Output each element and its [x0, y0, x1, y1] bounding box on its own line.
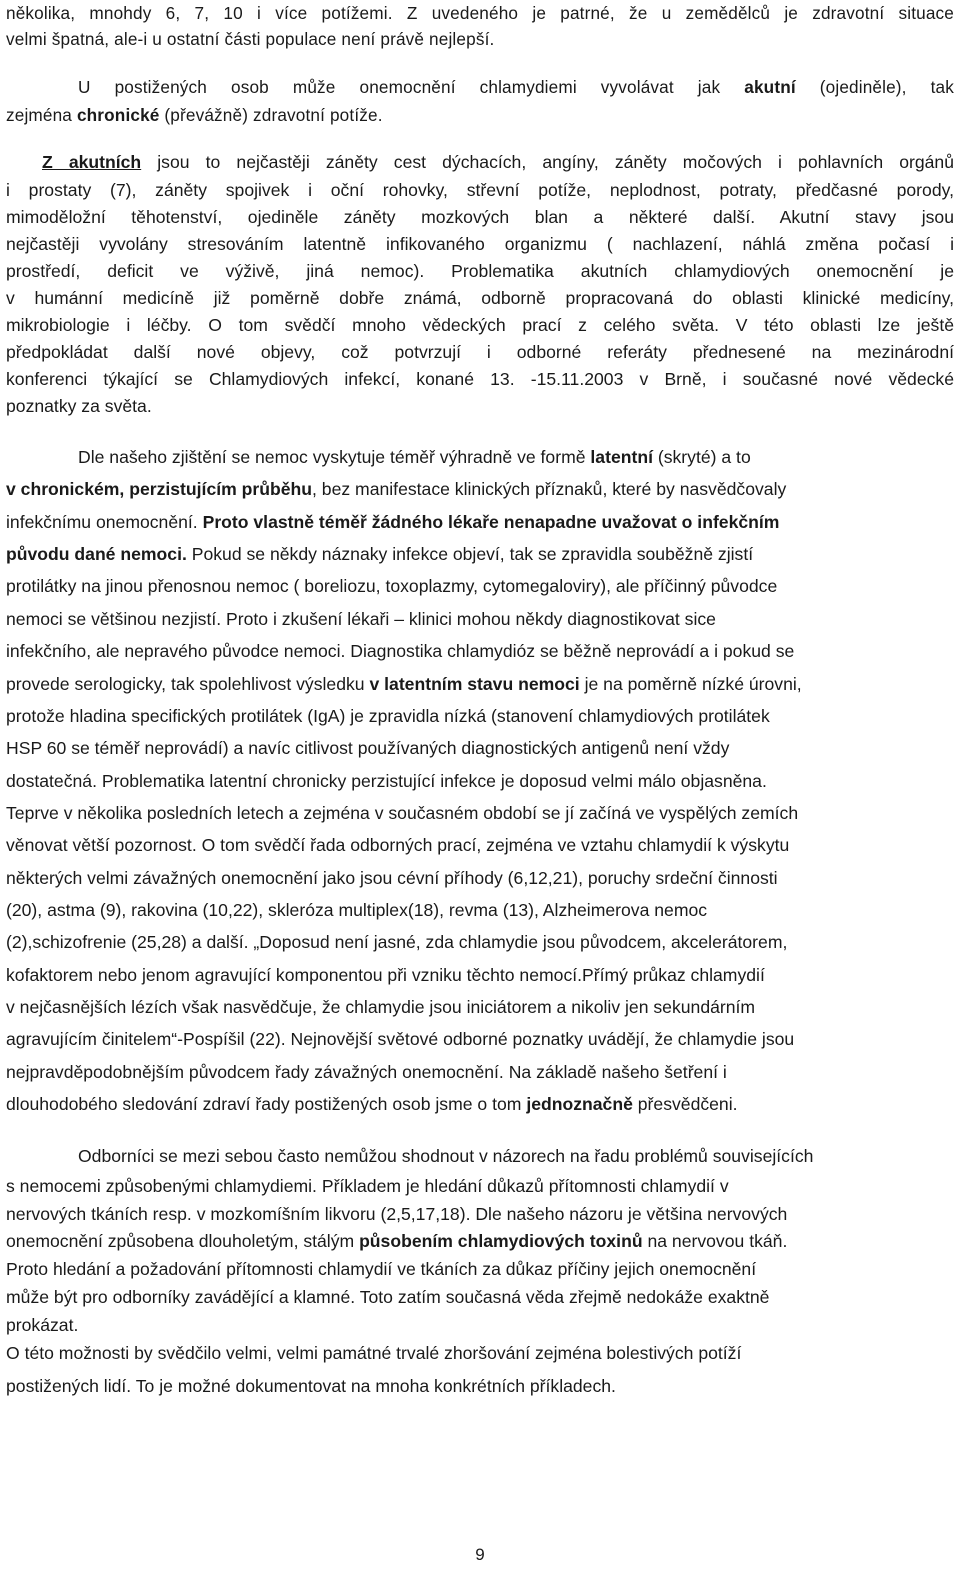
- text-run: věnovat větší pozornost. O tom svědčí řada odborných prací, zejména ve vztahu chlamydií k výskytu: [6, 835, 790, 855]
- text-line: [6, 315, 954, 336]
- text-line: [6, 396, 954, 417]
- bold-text: v latentním stavu nemoci: [369, 674, 580, 694]
- text-run: postižených lidí. To je možné dokumentovat na mnoha konkrétních příkladech.: [6, 1376, 616, 1396]
- text-line: [6, 207, 954, 228]
- text-run: infekčnímu onemocnění.: [6, 512, 203, 532]
- bold-text: v chronickém, perzistujícím průběhu: [6, 479, 313, 499]
- text-run: zejména: [6, 105, 77, 125]
- text-line: [6, 479, 954, 500]
- text-line: [6, 1062, 954, 1083]
- text-run: nervových tkáních resp. v mozkomíšním likvoru (2,5,17,18). Dle našeho názoru je většina nervových: [6, 1204, 788, 1224]
- bold-text: Proto vlastně téměř žádného lékaře nenapadne uvažovat o infekčním: [202, 512, 780, 532]
- text-run: prokázat.: [6, 1315, 79, 1335]
- text-line: [6, 868, 954, 889]
- text-line: [6, 512, 954, 533]
- text-line: [6, 1315, 954, 1336]
- text-line: [6, 261, 954, 282]
- text-line: [6, 1343, 954, 1364]
- text-run: (ojediněle), tak: [795, 77, 954, 97]
- text-line: [6, 835, 954, 856]
- text-line: [6, 29, 954, 50]
- text-line: [6, 641, 954, 662]
- text-run: nemoci se většinou nezjistí. Proto i zkušení lékaři – klinici mohou někdy diagnostikovat sice: [6, 609, 716, 629]
- text-line: [6, 674, 954, 695]
- text-run: Pokud se někdy náznaky infekce objeví, tak se zpravidla souběžně zjistí: [186, 544, 754, 564]
- text-run: protilátky na jinou přenosnou nemoc ( boreliozu, toxoplazmy, cytomegaloviry), ale příčinný původce: [6, 576, 778, 596]
- text-run: některých velmi závažných onemocnění jako jsou cévní příhody (6,12,21), poruchy srdeční činnosti: [6, 868, 778, 888]
- text-run: (převážně) zdravotní potíže.: [159, 105, 383, 125]
- text-line: [78, 447, 954, 468]
- text-line: [6, 288, 954, 309]
- text-line: [6, 965, 954, 986]
- bold-text: chronické: [76, 105, 160, 125]
- text-run: dostatečná. Problematika latentní chronicky perzistující infekce je doposud velmi málo objasněna.: [6, 771, 767, 791]
- text-run: na nervovou tkáň.: [642, 1231, 788, 1251]
- text-run: i prostaty (7), záněty spojivek i oční rohovky, střevní potíže, neplodnost, potraty, předčasné porody,: [6, 180, 954, 200]
- text-line: [6, 771, 954, 792]
- text-run: konferenci týkající se Chlamydiových infekcí, konané 13. -15.11.2003 v Brně, i současné nové vědecké: [6, 369, 954, 389]
- text-run: v nejčasnějších lézích však nasvědčuje, že chlamydie jsou iniciátorem a nikoliv jen sekundárním: [6, 997, 756, 1017]
- text-line: [6, 234, 954, 255]
- text-line: [6, 1376, 954, 1397]
- text-line: [6, 900, 954, 921]
- text-run: protože hladina specifických protilátek (IgA) je zpravidla nízká (stanovení chlamydiových protilátek: [6, 706, 770, 726]
- text-run: (skryté) a to: [652, 447, 751, 467]
- text-run: O této možnosti by svědčilo velmi, velmi památné trvalé zhoršování zejména bolestivých potíží: [6, 1343, 742, 1363]
- bold-text: latentní: [590, 447, 653, 467]
- text-line: [6, 180, 954, 201]
- text-run: je na poměrně nízké úrovni,: [579, 674, 802, 694]
- text-run: provede serologicky, tak spolehlivost výsledku: [6, 674, 370, 694]
- bold-text: akutní: [744, 77, 796, 97]
- text-run: předpokládat další nové objevy, což potvrzují i odborné referáty přednesené na mezinárodní: [6, 342, 954, 362]
- text-line: [6, 544, 954, 565]
- text-line: [6, 1094, 954, 1115]
- text-run: Teprve v několika posledních letech a zejména v současném období se jí začíná ve vyspělých zemích: [6, 803, 799, 823]
- text-line: [42, 152, 954, 173]
- text-run: velmi špatná, ale-i u ostatní části populace není právě nejlepší.: [6, 29, 495, 49]
- text-line: [6, 369, 954, 390]
- text-run: jsou to nejčastěji záněty cest dýchacích, angíny, záněty močových i pohlavních orgánů: [141, 152, 954, 172]
- bold-text: působením chlamydiových toxinů: [359, 1231, 643, 1251]
- text-run: Odborníci se mezi sebou často nemůžou shodnout v názorech na řadu problémů souvisejících: [78, 1146, 814, 1166]
- text-line: [6, 342, 954, 363]
- text-run: několika, mnohdy 6, 7, 10 i více potížemi. Z uvedeného je patrné, že u zemědělců je zdravotní situace: [6, 3, 954, 23]
- text-run: , bez manifestace klinických příznaků, které by nasvědčovaly: [312, 479, 787, 499]
- text-run: poznatky za světa.: [6, 396, 152, 416]
- text-run: mimoděložní těhotenství, ojediněle záněty mozkových blan a některé další. Akutní stavy jsou: [6, 207, 954, 227]
- text-line: [6, 609, 954, 630]
- text-run: nejčastěji vyvolány stresováním latentně infikovaného organizmu ( nachlazení, náhlá změna počasí i: [6, 234, 954, 254]
- text-run: dlouhodobého sledování zdraví řady postižených osob jsme o tom: [6, 1094, 527, 1114]
- text-run: v humánní medicíně již poměrně dobře známá, odborně propracovaná do oblasti klinické medicíny,: [6, 288, 954, 308]
- text-run: U postižených osob může onemocnění chlamydiemi vyvolávat jak: [78, 77, 745, 97]
- text-run: nejpravděpodobnějším původcem řady závažných onemocnění. Na základě našeho šetření i: [6, 1062, 727, 1082]
- text-run: přesvědčeni.: [632, 1094, 738, 1114]
- text-run: infekčního, ale nepravého původce nemoci. Diagnostika chlamydióz se běžně neprovádí a i pokud se: [6, 641, 795, 661]
- text-run: Proto hledání a požadování přítomnosti chlamydií ve tkáních za důkaz příčiny jejich onemocnění: [6, 1259, 757, 1279]
- text-run: HSP 60 se téměř neprovádí) a navíc citlivost používaných diagnostických antigenů není vždy: [6, 738, 730, 758]
- text-line: [6, 105, 954, 126]
- text-line: [6, 1204, 954, 1225]
- text-line: [78, 1146, 954, 1167]
- text-line: [6, 3, 954, 24]
- text-run: může být pro odborníky zavádějící a klamné. Toto zatím současná věda zřejmě nedokáže exaktně: [6, 1287, 770, 1307]
- page-number: 9: [475, 1545, 485, 1564]
- text-run: prostředí, deficit ve výživě, jiná nemoc). Problematika akutních chlamydiových onemocnění je: [6, 261, 954, 281]
- text-run: Dle našeho zjištění se nemoc vyskytuje téměř výhradně ve formě: [78, 447, 591, 467]
- text-line: [78, 77, 954, 98]
- text-run: (2),schizofrenie (25,28) a další. „Doposud není jasné, zda chlamydie jsou původcem, akcelerátorem,: [6, 932, 788, 952]
- text-line: [6, 1231, 954, 1252]
- bold-text: jednoznačně: [526, 1094, 633, 1114]
- text-run: onemocnění způsobena dlouholetým, stálým: [6, 1231, 360, 1251]
- text-line: [6, 1176, 954, 1197]
- bold-text: Z akutních: [42, 152, 142, 172]
- text-run: (20), astma (9), rakovina (10,22), skleróza multiplex(18), revma (13), Alzheimerova nemoc: [6, 900, 708, 920]
- text-line: [6, 1259, 954, 1280]
- text-line: [6, 803, 954, 824]
- text-line: [6, 932, 954, 953]
- text-run: mikrobiologie i léčby. O tom svědčí mnoho vědeckých prací z celého světa. V této oblasti lze ještě: [6, 315, 954, 335]
- text-run: kofaktorem nebo jenom agravující komponentou při vzniku těchto nemocí.Přímý průkaz chlamydií: [6, 965, 765, 985]
- text-line: [6, 706, 954, 727]
- text-line: [6, 1029, 954, 1050]
- text-line: [6, 576, 954, 597]
- text-line: [6, 738, 954, 759]
- text-line: [6, 1287, 954, 1308]
- text-run: s nemocemi způsobenými chlamydiemi. Příkladem je hledání důkazů přítomnosti chlamydií v: [6, 1176, 729, 1196]
- text-run: agravujícím činitelem“-Pospíšil (22). Nejnovější světové odborné poznatky uvádějí, že chlamydie jsou: [6, 1029, 795, 1049]
- text-line: [6, 997, 954, 1018]
- bold-text: původu dané nemoci.: [6, 544, 187, 564]
